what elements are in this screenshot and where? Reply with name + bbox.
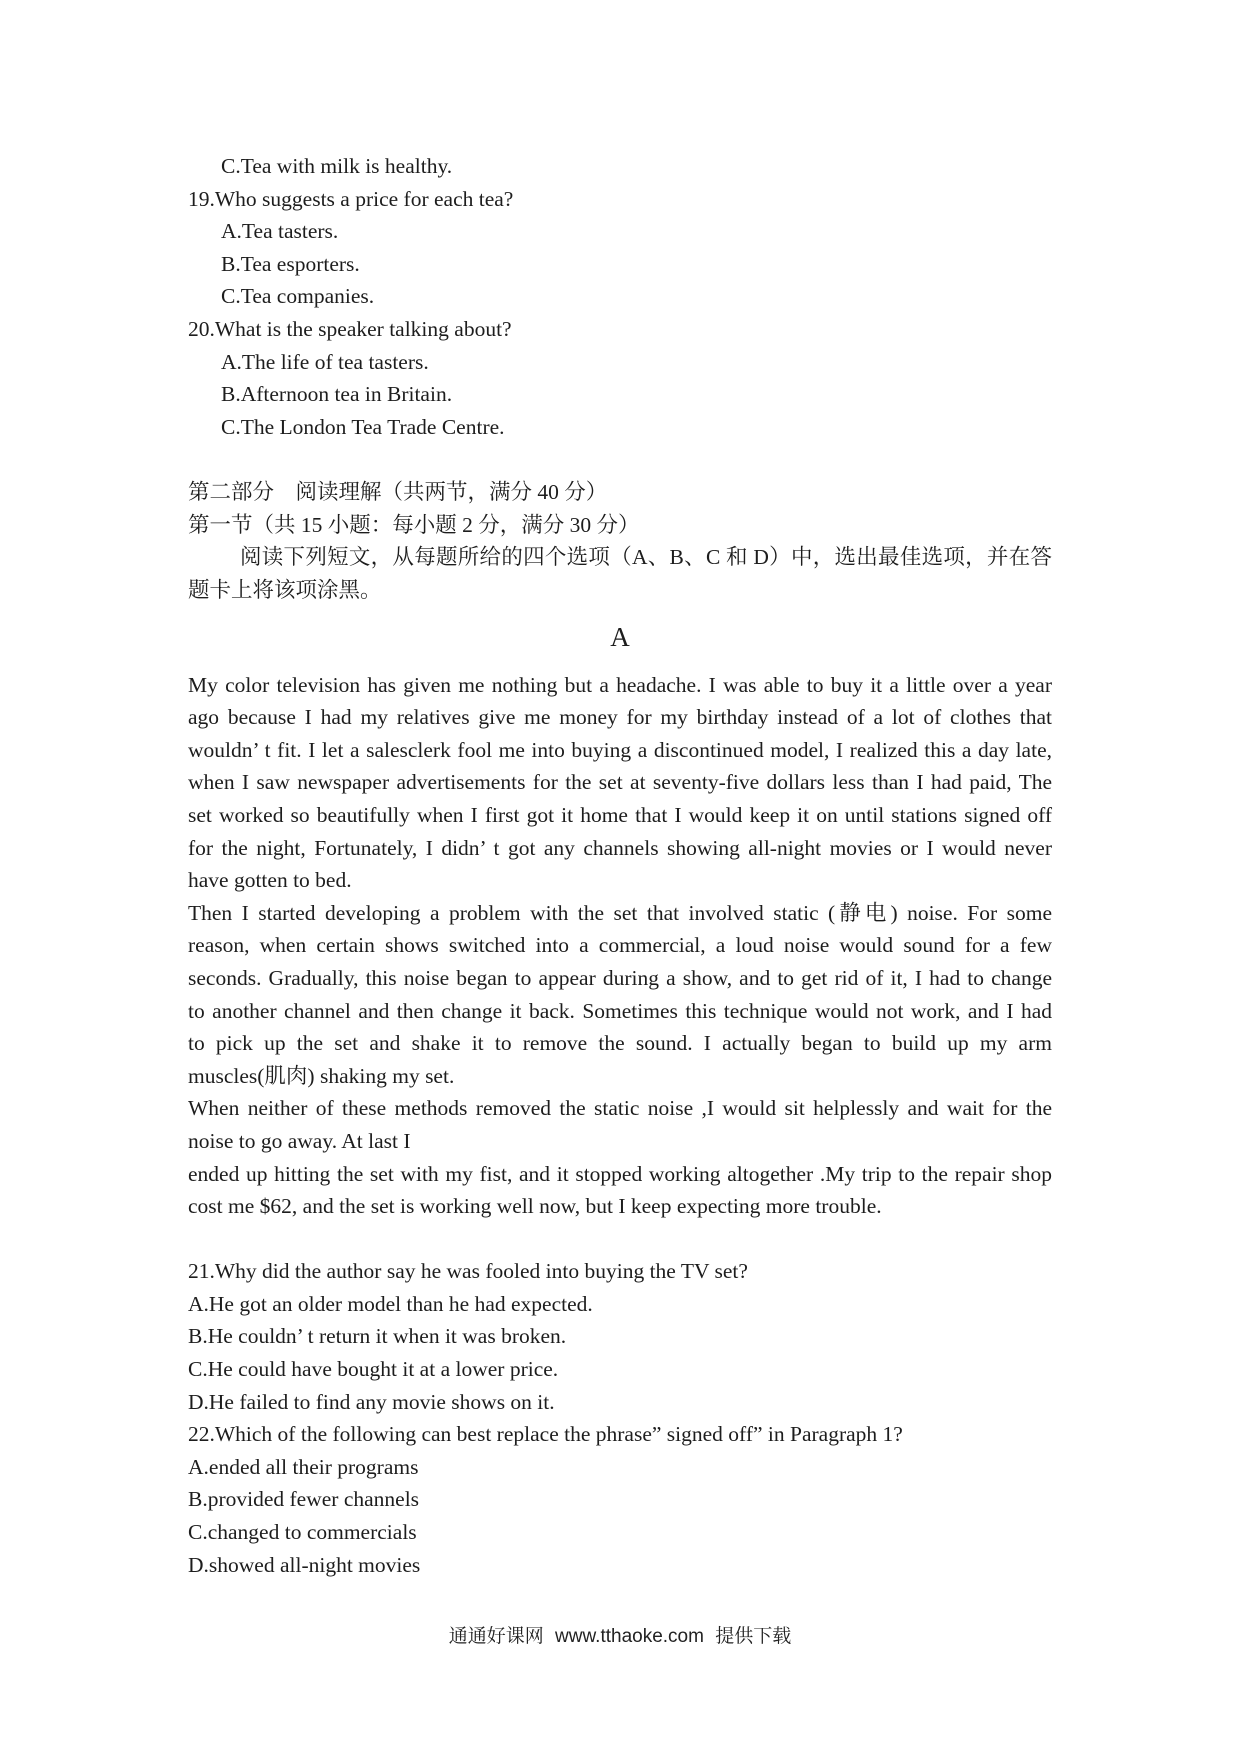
passage-line: Then I started developing a problem with the set that involved static (静电) noise. For some bbox=[188, 900, 1052, 925]
answer-option: D.He failed to find any movie shows on it. bbox=[188, 1389, 555, 1414]
answer-option: D.showed all-night movies bbox=[188, 1552, 421, 1577]
passage-line: When neither of these methods removed the static noise ,I would sit helplessly and wait for the bbox=[188, 1096, 1052, 1121]
answer-option: B.He couldn’ t return it when it was broken. bbox=[188, 1324, 567, 1349]
answer-option: A.ended all their programs bbox=[188, 1454, 419, 1479]
question-stem: 20.What is the speaker talking about? bbox=[188, 316, 512, 341]
part-heading: 第二部分 阅读理解（共两节，满分 40 分） bbox=[188, 479, 608, 504]
exam-page-body bbox=[188, 150, 1052, 1581]
passage-line: ago because I had my relatives give me money for my birthday instead of a lot of clothes that bbox=[188, 705, 1052, 730]
answer-option: C.Tea companies. bbox=[221, 284, 375, 309]
passage-line: for the night, Fortunately, I didn’ t got any channels showing all-night movies or I would never bbox=[188, 835, 1052, 860]
passage-line: My color television has given me nothing but a headache. I was able to buy it a little over a year bbox=[188, 672, 1052, 697]
passage-line: reason, when certain shows switched into a commercial, a loud noise would sound for a few bbox=[188, 933, 1052, 958]
answer-option: C.He could have bought it at a lower price. bbox=[188, 1357, 559, 1382]
question-stem: 22.Which of the following can best replace the phrase” signed off” in Paragraph 1? bbox=[188, 1422, 903, 1447]
footer-source-note: 通通好课网 www.tthaoke.com 提供下载 bbox=[448, 1626, 792, 1647]
passage-line: to another channel and then change it back. Sometimes this technique would not work, and I had bbox=[188, 998, 1052, 1023]
answer-option: C.The London Tea Trade Centre. bbox=[221, 414, 505, 439]
question-stem: 21.Why did the author say he was fooled into buying the TV set? bbox=[188, 1259, 748, 1284]
passage-line: to pick up the set and shake it to remove the sound. I actually began to build up my arm bbox=[188, 1031, 1052, 1056]
answer-option: A.Tea tasters. bbox=[221, 219, 339, 244]
answer-option: B.Afternoon tea in Britain. bbox=[221, 382, 453, 407]
passage-line: seconds. Gradually, this noise began to appear during a show, and to get rid of it, I had to change bbox=[188, 965, 1052, 990]
passage-line: when I saw newspaper advertisements for the set at seventy-five dollars less than I had paid, The bbox=[188, 770, 1052, 795]
passage-line: set worked so beautifully when I first got it home that I would keep it on until stations signed off bbox=[188, 802, 1052, 827]
spacer bbox=[188, 1223, 1052, 1256]
passage-line: noise to go away. At last I bbox=[188, 1128, 411, 1153]
passage-line: muscles(肌肉) shaking my set. bbox=[188, 1063, 455, 1088]
instructions-line: 题卡上将该项涂黑。 bbox=[188, 577, 382, 602]
passage-line: ended up hitting the set with my fist, and it stopped working altogether .My trip to the repair shop bbox=[188, 1161, 1052, 1186]
passage-line: wouldn’ t fit. I let a salesclerk fool me into buying a discontinued model, I realized this a day late, bbox=[188, 737, 1052, 762]
answer-option: A.He got an older model than he had expected. bbox=[188, 1291, 593, 1316]
instructions-line: 阅读下列短文，从每题所给的四个选项（A、B、C 和 D）中，选出最佳选项，并在答 bbox=[240, 545, 1052, 570]
answer-option: B.Tea esporters. bbox=[221, 251, 360, 276]
spacer bbox=[188, 443, 1052, 476]
passage-title: A bbox=[610, 622, 630, 653]
answer-option: C.changed to commercials bbox=[188, 1520, 417, 1545]
passage-line: have gotten to bed. bbox=[188, 868, 352, 893]
question-stem: 19.Who suggests a price for each tea? bbox=[188, 186, 514, 211]
passage-line: cost me $62, and the set is working well now, but I keep expecting more trouble. bbox=[188, 1194, 882, 1219]
answer-option: A.The life of tea tasters. bbox=[221, 349, 429, 374]
previous-question-option: C.Tea with milk is healthy. bbox=[221, 154, 453, 178]
answer-option: B.provided fewer channels bbox=[188, 1487, 420, 1512]
section-heading: 第一节（共 15 小题：每小题 2 分，满分 30 分） bbox=[188, 512, 640, 537]
